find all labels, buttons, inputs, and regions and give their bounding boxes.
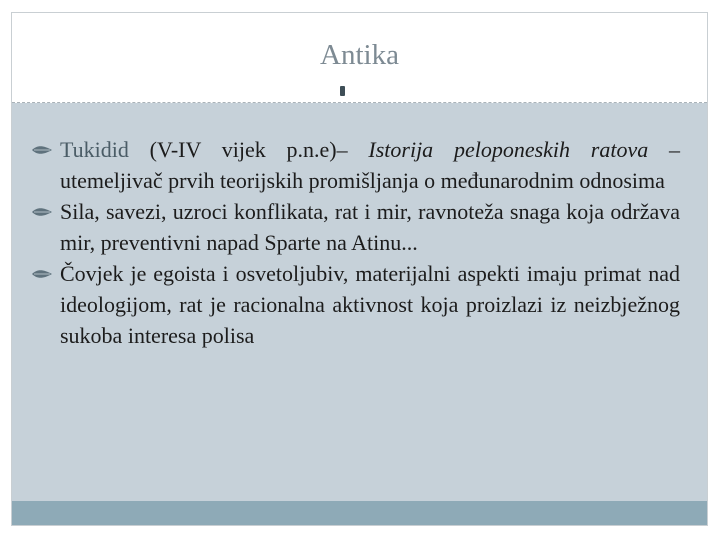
bullet-1-part-4: – utemeljivač prvih teorijskih promišljanja o međunarodnim odnosima xyxy=(60,137,681,193)
title-dot-decoration xyxy=(340,86,345,96)
bullet-1-part-3: Istorija peloponeskih ratova xyxy=(368,137,649,162)
bullet-1-part-1: Tukidid xyxy=(60,137,129,162)
slide xyxy=(11,12,708,526)
feather-arrow-bullet-icon xyxy=(31,144,53,156)
slide-title: Antika xyxy=(320,39,399,71)
bullet-list xyxy=(40,134,680,351)
footer-bar xyxy=(12,501,707,525)
content-area xyxy=(12,103,707,502)
feather-arrow-bullet-icon xyxy=(31,206,53,218)
bullet-2-text: Sila, savezi, uzroci konflikata, rat i mir, ravnoteža snaga koja održava mir, preventivni napad Sparte na Atinu... xyxy=(60,199,680,255)
bullet-3-text: Čovjek je egoista i osvetoljubiv, materijalni aspekti imaju primat nad ideologijom, rat je racionalna aktivnost koja proizlazi iz neizbježnog sukoba interesa polisa xyxy=(60,261,680,348)
bullet-item-3 xyxy=(40,258,680,351)
bullet-item-2 xyxy=(40,196,680,258)
feather-arrow-bullet-icon xyxy=(31,268,53,280)
bullet-item-1 xyxy=(40,134,680,196)
bullet-1-part-2: (V-IV vijek p.n.e)– xyxy=(128,137,369,162)
title-area xyxy=(12,13,707,101)
